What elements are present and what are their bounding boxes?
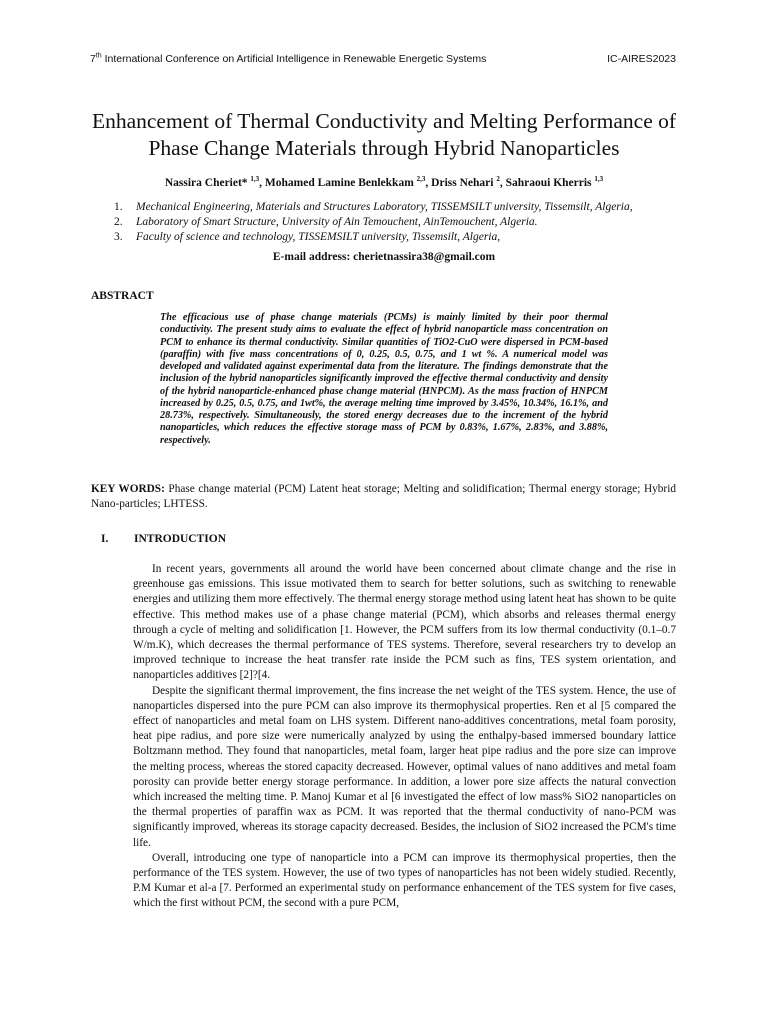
- introduction-body: [133, 562, 676, 912]
- conference-name: 7th International Conference on Artificial Intelligence in Renewable Energetic Systems: [90, 52, 487, 65]
- conference-code: IC-AIRES2023: [607, 53, 676, 65]
- section-title: INTRODUCTION: [134, 533, 227, 545]
- author: Driss Nehari $^2$,: [431, 175, 506, 189]
- author-list: [60, 177, 708, 189]
- author: Nassira Cheriet* $^{1,3}$,: [164, 175, 265, 189]
- paragraph: Overall, introducing one type of nanoparticle into a PCM can improve its thermophysical properties, then the performance of the TES system. However, the use of two types of nanoparticles has not been widely studied. Recently, P.M Kumar et al-a [7. Performed an experimental study on performance enhancement of the TES system for five cases, which the first without PCM, the second with a pure PCM,: [133, 851, 676, 910]
- affiliation-item: 2. Laboratory of Smart Structure, University of Ain Temouchent, AinTemouchent, Algeria.: [114, 216, 538, 228]
- author: Mohamed Lamine Benlekkam $^{2,3}$,: [264, 175, 432, 189]
- paper-title: Enhancement of Thermal Conductivity and Melting Performance of Phase Change Materials through Hybrid Nanoparticles: [91, 109, 677, 160]
- section-heading: [101, 533, 226, 545]
- keywords: [91, 482, 676, 512]
- keywords-label: KEY WORDS:: [91, 483, 165, 495]
- paragraph: Despite the significant thermal improvement, the fins increase the net weight of the TES system. Hence, the use of nanoparticles dispersed into the pure PCM can also improve its thermophysical properties. Ren et al [5 compared the effect of nanoparticles and metal foam on LHS system. Different nano-additives concentrations, metal foam porosity, heat pipe radius, and pore size were numerically analyzed by using the enthalpy-based immersed boundary lattice Boltzmann method. They found that nanoparticles, metal foam, larger heat pipe radius and the pore size can improve the melting process, whereas the stored capacity decreased. However, optimal values of nano additives and metal foam porosity can provide better energy storage performance. In addition, a lower pore size affects the natural convection which increased the melting time. P. Manoj Kumar et al [6 investigated the effect of low mass% SiO2 nanoparticles on the thermal properties of paraffin wax as PCM. It was reported that the thermal conductivity of nano-PCM was significantly improved, whereas its storage capacity decreased. Besides, the inclusion of SiO2 increased the PCM's time life.: [133, 684, 676, 849]
- section-number: I.: [101, 533, 109, 545]
- affiliation-list: [114, 200, 708, 245]
- abstract-heading: ABSTRACT: [91, 290, 154, 302]
- paragraph: In recent years, governments all around the world have been concerned about climate change and the rise in greenhouse gas emissions. This issue motivated them to search for better solutions, such as switching to renewable energies and utilizing them more effectively. The thermal energy storage method using latent heat has shown to be quite effective. This method makes use of a phase change material (PCM), which absorbs and releases thermal energy through a cycle of melting and solidification [1. However, the PCM suffers from its low thermal conductivity (0.1–0.7 W/m.K), which decreases the thermal performance of TES systems. Therefore, several researchers try to develop an improved technique to increase the heat transfer rate inside the PCM such as fins, TES system orientation, and nanoparticles additives [2]?[4.: [133, 563, 676, 682]
- affiliation-item: 1. Mechanical Engineering, Materials and Structures Laboratory, TISSEMSILT university, Tissemsilt, Algeria,: [114, 201, 633, 213]
- running-header: [90, 53, 676, 65]
- abstract-body: The efficacious use of phase change materials (PCMs) is mainly limited by their poor thermal conductivity. The present study aims to evaluate the effect of hybrid nanoparticle mass concentration on PCM to enhance its thermal conductivity. Similar quantities of TiO2-CuO were dispersed in PCM-based (paraffin) with five mass concentrations of 0, 0.25, 0.5, 0.75, and 1 wt %. A numerical model was developed and validated against experimental data from the literature. The findings demonstrate that the inclusion of the hybrid nanoparticles significantly improved the effective thermal conductivity and density of the hybrid nanoparticle-enhanced phase change material (HNPCM). As the mass fraction of HNPCM increased by 0.25, 0.5, 0.75, and 1wt%, the average melting time improved by 3.45%, 10.34%, 16.1%, and 28.73%, respectively. Simultaneously, the stored energy decreases due to the increment of the hybrid nanoparticles, which reduces the effective storage mass of PCM by 0.83%, 1.67%, 2.83%, and 3.88%, respectively.: [160, 312, 608, 446]
- email-address: E-mail address: cherietnassira38@gmail.com: [272, 251, 496, 263]
- affiliation-item: 3. Faculty of science and technology, TISSEMSILT university, Tissemsilt, Algeria,: [114, 231, 501, 243]
- keywords-text: Phase change material (PCM) Latent heat storage; Melting and solidification; Thermal energy storage; Hybrid Nano-particles; LHTESS.: [91, 483, 676, 510]
- author: Sahraoui Kherris $^{1,3}$: [505, 175, 604, 189]
